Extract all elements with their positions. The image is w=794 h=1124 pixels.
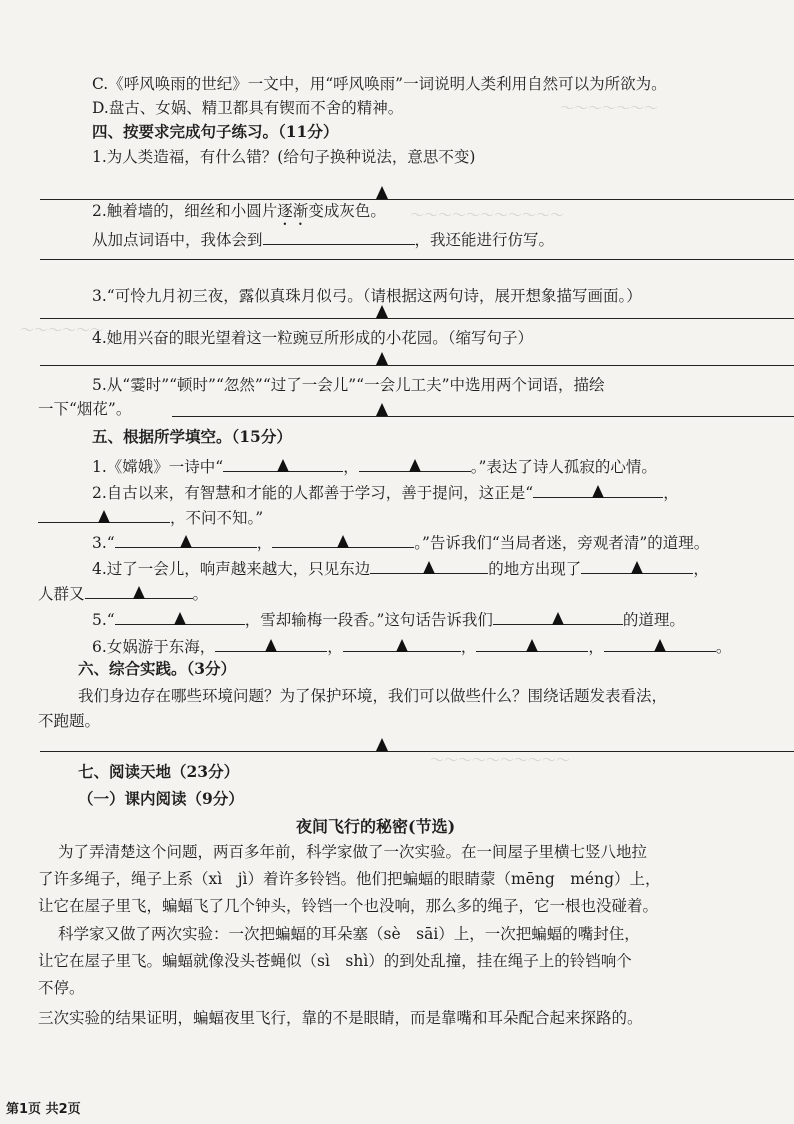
q4-1-prompt: 1.为人类造福，有什么错？(给句子换种说法，意思不变) [92,148,476,166]
answer-marker-icon [265,639,277,652]
q5-3: 3.“ ， 。”告诉我们“当局者迷，旁观者清”的道理。 [92,531,709,553]
answer-marker-icon [337,535,349,548]
answer-marker-icon [631,561,643,574]
q4-2-follow-up: 从加点词语中，我体会到 ，我还能进行仿写。 [92,228,554,250]
section-6-heading: 六、综合实践。（3分） [78,659,237,678]
answer-marker-icon [180,535,192,548]
answer-marker-icon [174,612,186,625]
fill-blank[interactable] [604,635,716,652]
bleed-through-text: ～～～～～～ [20,323,104,339]
answer-marker-icon [376,403,388,416]
answer-marker-icon [409,459,421,472]
q4-3-prompt: 3.“可怜九月初三夜，露似真珠月似弓。（请根据这两句诗，展开想象描写画面。） [92,287,642,305]
q5-2: 2.自古以来，有智慧和才能的人都善于学习，善于提问，这正是“ ， [92,481,679,503]
fill-blank[interactable] [215,635,327,652]
q4-5-prompt: 5.从“霎时”“顿时”“忽然”“过了一会儿”“一会儿工夫”中选用两个词语，描绘 [92,376,605,394]
answer-line[interactable] [172,416,794,417]
fill-blank[interactable] [476,635,588,652]
fill-blank[interactable] [343,635,461,652]
q4-5-prompt-cont: 一下“烟花”。 [38,400,132,418]
option-d: D.盘古、女娲、精卫都具有锲而不舍的精神。 [92,99,404,117]
bleed-through-text: ～～～～～～～～～～ [430,753,570,769]
passage-line: 科学家又做了两次实验：一次把蝙蝠的耳朵塞（sè sāi）上，一次把蝙蝠的嘴封住， [58,925,640,943]
passage-line: 让它在屋子里飞，蝙蝠飞了几个钟头，铃铛一个也没响，那么多的绳子，它一根也没碰着。 [38,897,659,915]
passage-line: 为了弄清楚这个问题，两百多年前，科学家做了一次实验。在一间屋子里横七竖八地拉 [58,843,648,861]
passage-line: 不停。 [38,979,85,997]
q5-2-cont: ，不问不知。” [38,506,263,528]
answer-marker-icon [654,639,666,652]
q4-2-prompt: 2.触着墙的，细丝和小圆片逐渐变成灰色。 [92,202,386,220]
section-7-subheading: （一）课内阅读（9分） [78,789,244,808]
bleed-through-text: ～～～～～～～ [560,101,658,117]
fill-blank[interactable] [263,228,415,245]
section-6-text-cont: 不跑题。 [38,712,101,730]
answer-line[interactable] [40,751,794,752]
bleed-through-text: ～～～～～～～～～～～ [410,208,564,224]
answer-marker-icon [376,305,388,318]
page-number: 第1页 共2页 [6,1102,81,1117]
answer-marker-icon [552,612,564,625]
answer-marker-icon [376,352,388,365]
fill-blank[interactable] [533,481,663,498]
option-c: C.《呼风唤雨的世纪》一文中，用“呼风唤雨”一词说明人类利用自然可以为所欲为。 [92,75,667,93]
answer-line[interactable] [40,365,794,366]
section-5-heading: 五、根据所学填空。（15分） [92,427,292,446]
passage-title: 夜间飞行的秘密(节选) [296,817,456,836]
q4-4-prompt: 4.她用兴奋的眼光望着这一粒豌豆所形成的小花园。（缩写句子） [92,329,534,347]
passage-line: 了许多绳子，绳子上系（xì jì）着许多铃铛。他们把蝙蝠的眼睛蒙（mēng méng）上， [38,870,661,888]
fill-blank[interactable] [272,531,414,548]
passage-line: 三次实验的结果证明，蝙蝠夜里飞行，靠的不是眼睛，而是靠嘴和耳朵配合起来探路的。 [38,1009,643,1027]
section-4-heading: 四、按要求完成句子练习。（11分） [92,122,339,141]
answer-marker-icon [396,639,408,652]
answer-marker-icon [98,510,110,523]
answer-marker-icon [133,586,145,599]
answer-marker-icon [592,485,604,498]
q5-5: 5.“ ，雪却输梅一段香。”这句话告诉我们 的道理。 [92,608,685,630]
answer-marker-icon [277,459,289,472]
fill-blank[interactable] [85,582,193,599]
section-6-text: 我们身边存在哪些环境问题？为了保护环境，我们可以做些什么？围绕话题发表看法， [78,687,668,705]
answer-line[interactable] [40,259,794,260]
fill-blank[interactable] [115,608,245,625]
answer-marker-icon [376,186,388,199]
q5-4-cont: 人群又 。 [38,582,208,604]
section-7-heading: 七、阅读天地（23分） [78,762,240,781]
fill-blank[interactable] [370,557,488,574]
fill-blank[interactable] [359,455,471,472]
answer-line[interactable] [40,318,794,319]
fill-blank[interactable] [223,455,343,472]
fill-blank[interactable] [115,531,257,548]
emphasized-word: 逐渐 [277,202,309,220]
passage-line: 让它在屋子里飞。蝙蝠就像没头苍蝇似（sì shì）的到处乱撞，挂在绳子上的铃铛响个 [38,952,632,970]
q5-6: 6.女娲游于东海， ， ， ， 。 [92,635,731,657]
fill-blank[interactable] [38,506,170,523]
answer-line[interactable] [40,199,794,200]
fill-blank[interactable] [581,557,693,574]
q5-1: 1.《嫦娥》一诗中“ ， 。”表达了诗人孤寂的心情。 [92,455,657,477]
answer-marker-icon [423,561,435,574]
answer-marker-icon [526,639,538,652]
answer-marker-icon [376,738,388,751]
q5-4: 4.过了一会儿，响声越来越大，只见东边 的地方出现了 ， [92,557,709,579]
fill-blank[interactable] [493,608,623,625]
